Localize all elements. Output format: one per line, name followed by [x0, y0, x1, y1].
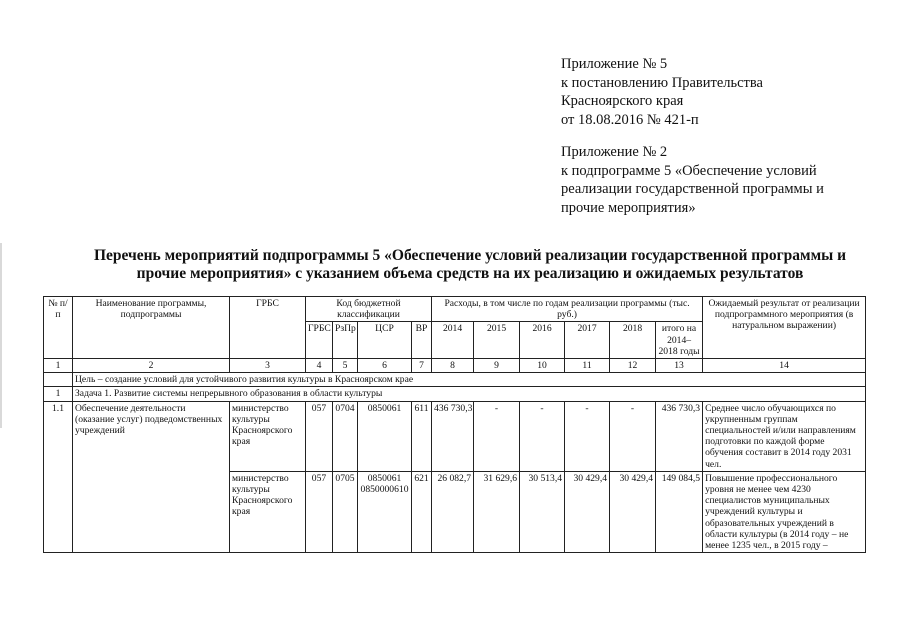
column-number: 6: [358, 359, 412, 373]
appendix-5-line-4: от 18.08.2016 № 421-п: [561, 111, 699, 128]
header-result: Ожидаемый результат от реализации подпрограммного мероприятия (в натуральном выражении): [703, 297, 866, 359]
row-2015: -: [474, 401, 520, 471]
row-2016: -: [520, 401, 565, 471]
header-year-2018: 2018: [610, 322, 656, 359]
column-number: 5: [333, 359, 358, 373]
column-number: 11: [565, 359, 610, 373]
task-num: 1: [44, 387, 73, 401]
row-2017: -: [565, 401, 610, 471]
header-total: итого на 2014–2018 годы: [656, 322, 703, 359]
measures-table: [43, 296, 866, 553]
row-num: 1.1: [44, 401, 73, 553]
header-year-2017: 2017: [565, 322, 610, 359]
header-budget-code: Код бюджетной классификации: [306, 297, 432, 322]
row-code-grbs: 057: [306, 401, 333, 471]
column-number: 4: [306, 359, 333, 373]
row-total: 436 730,3: [656, 401, 703, 471]
goal-num-cell: [44, 373, 73, 387]
column-number-row: [44, 359, 866, 373]
column-number: 1: [44, 359, 73, 373]
row-rzpr: 0704: [333, 401, 358, 471]
header-year-2014: 2014: [432, 322, 474, 359]
document-title: [60, 247, 880, 283]
row-2014: 26 082,7: [432, 471, 474, 552]
header-code-csr: ЦСР: [358, 322, 412, 359]
row-grbs: министерство культуры Красноярского края: [230, 401, 306, 471]
row-total: 149 084,5: [656, 471, 703, 552]
goal-row: [44, 373, 866, 387]
column-number: 7: [412, 359, 432, 373]
task-text: Задача 1. Развитие системы непрерывного образования в области культуры: [73, 387, 866, 401]
header-year-2016: 2016: [520, 322, 565, 359]
appendix-2-line-4: прочие мероприятия»: [561, 199, 696, 216]
appendix-5-line-2: к постановлению Правительства: [561, 74, 763, 91]
table-row: [44, 401, 866, 471]
header-code-grbs: ГРБС: [306, 322, 333, 359]
row-code-grbs: 057: [306, 471, 333, 552]
column-number: 2: [73, 359, 230, 373]
appendix-5-line-1: Приложение № 5: [561, 56, 668, 72]
column-number: 14: [703, 359, 866, 373]
header-code-vr: ВР: [412, 322, 432, 359]
row-vr: 611: [412, 401, 432, 471]
row-result: Повышение профессионального уровня не менее чем 4230 специалистов муниципальных учреждений культуры и образовательных учреждений в области культуры (в 2014 году – не менее 1235 чел., в 2015 году –: [703, 471, 866, 552]
row-2016: 30 513,4: [520, 471, 565, 552]
column-number: 8: [432, 359, 474, 373]
row-2015: 31 629,6: [474, 471, 520, 552]
row-csr: 0850061: [358, 401, 412, 471]
column-number: 10: [520, 359, 565, 373]
header-num: № п/п: [44, 297, 73, 359]
header-year-2015: 2015: [474, 322, 520, 359]
header-name: Наименование программы, подпрограммы: [73, 297, 230, 359]
appendix-5-line-3: Красноярского края: [561, 93, 684, 110]
row-result: Среднее число обучающихся по укрупненным группам специальностей и/или направлениям подготовки по каждой форме обучения составит в 2014 году 2031 чел.: [703, 401, 866, 471]
header-grbs: ГРБС: [230, 297, 306, 359]
row-2018: -: [610, 401, 656, 471]
appendix-2-header: [561, 143, 824, 217]
appendix-2-line-3: реализации государственной программы и: [561, 181, 824, 198]
header-code-rzpr: РзПр: [333, 322, 358, 359]
row-csr: 0850061 0850000610: [358, 471, 412, 552]
row-vr: 621: [412, 471, 432, 552]
column-number: 13: [656, 359, 703, 373]
appendix-2-line-1: Приложение № 2: [561, 144, 668, 160]
scan-edge-line: [0, 243, 2, 428]
row-grbs: министерство культуры Красноярского края: [230, 471, 306, 552]
table-header-row-1: [44, 297, 866, 322]
title-line-2: прочие мероприятия» с указанием объема средств на их реализацию и ожидаемых результатов: [136, 265, 804, 282]
header-expenses: Расходы, в том числе по годам реализации программы (тыс. руб.): [432, 297, 703, 322]
appendix-5-header: [561, 55, 763, 129]
row-2018: 30 429,4: [610, 471, 656, 552]
row-rzpr: 0705: [333, 471, 358, 552]
appendix-2-line-2: к подпрограмме 5 «Обеспечение условий: [561, 162, 817, 179]
goal-text: Цель – создание условий для устойчивого развития культуры в Красноярском крае: [73, 373, 866, 387]
column-number: 9: [474, 359, 520, 373]
title-line-1: Перечень мероприятий подпрограммы 5 «Обеспечение условий реализации государственной программы и: [93, 247, 847, 264]
row-2014: 436 730,3: [432, 401, 474, 471]
row-2017: 30 429,4: [565, 471, 610, 552]
task-row: [44, 387, 866, 401]
column-number: 12: [610, 359, 656, 373]
column-number: 3: [230, 359, 306, 373]
row-name: Обеспечение деятельности (оказание услуг) подведомственных учреждений: [73, 401, 230, 553]
